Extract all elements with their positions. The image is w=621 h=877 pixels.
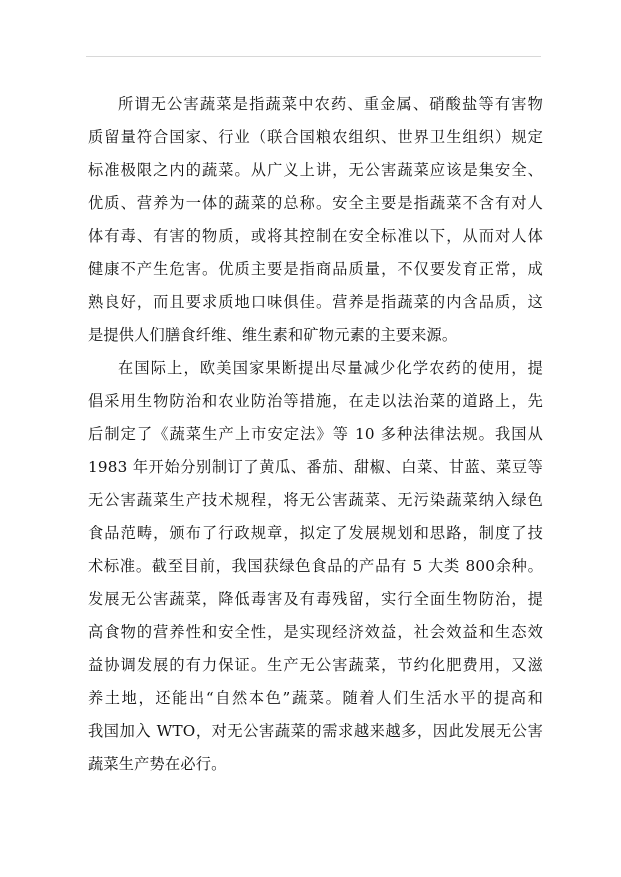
paragraph-1-line-4: 优质、营养为一体的蔬菜的总称。安全主要是指蔬菜不含有对人 (88, 194, 543, 212)
paragraph-2-line-13: 蔬菜生产势在必行。 (88, 755, 227, 773)
paragraph-1-line-3: 标准极限之内的蔬菜。从广义上讲，无公害蔬菜应该是集安全、 (88, 161, 543, 179)
paragraph-1-line-8: 是提供人们膳食纤维、维生素和矿物元素的主要来源。 (88, 326, 458, 344)
paragraph-2-line-4: 1983 年开始分别制订了黄瓜、番茄、甜椒、白菜、甘蓝、菜豆等 (88, 458, 543, 476)
paragraph-2-line-11: 养土地，还能出“自然本色”蔬菜。随着人们生活水平的提高和 (88, 689, 543, 707)
paragraph-2-line-12: 我国加入 WTO，对无公害蔬菜的需求越来越多，因此发展无公害 (88, 722, 543, 740)
paragraph-2-line-9: 高食物的营养性和安全性，是实现经济效益，社会效益和生态效 (88, 623, 543, 641)
paragraph-2-line-7: 术标准。截至目前，我国获绿色食品的产品有 5 大类 800余种。 (88, 557, 543, 575)
paragraph-2-line-5: 无公害蔬菜生产技术规程，将无公害蔬菜、无污染蔬菜纳入绿色 (88, 491, 543, 509)
paragraph-1-line-1: 所谓无公害蔬菜是指蔬菜中农药、重金属、硝酸盐等有害物 (118, 95, 543, 113)
paragraph-2-line-1: 在国际上，欧美国家果断提出尽量减少化学农药的使用，提 (118, 359, 543, 377)
paragraph-2-line-10: 益协调发展的有力保证。生产无公害蔬菜，节约化肥费用，又滋 (88, 656, 543, 674)
paragraph-1-line-7: 熟良好，而且要求质地口味俱佳。营养是指蔬菜的内含品质，这 (88, 293, 543, 311)
paragraph-1-line-2: 质留量符合国家、行业（联合国粮农组织、世界卫生组织）规定 (88, 128, 543, 146)
paragraph-1-line-6: 健康不产生危害。优质主要是指商品质量，不仅要发育正常，成 (88, 260, 543, 278)
paragraph-2-line-2: 倡采用生物防治和农业防治等措施，在走以法治菜的道路上，先 (88, 392, 543, 410)
paragraph-1-line-5: 体有毒、有害的物质，或将其控制在安全标准以下，从而对人体 (88, 227, 543, 245)
paragraph-2-line-8: 发展无公害蔬菜，降低毒害及有毒残留，实行全面生物防治，提 (88, 590, 543, 608)
paragraph-2-line-3: 后制定了《蔬菜生产上市安定法》等 10 多种法律法规。我国从 (88, 425, 543, 443)
header-rule (86, 56, 541, 57)
paragraph-2-line-6: 食品范畴，颁布了行政规章，拟定了发展规划和思路，制度了技 (88, 524, 543, 542)
